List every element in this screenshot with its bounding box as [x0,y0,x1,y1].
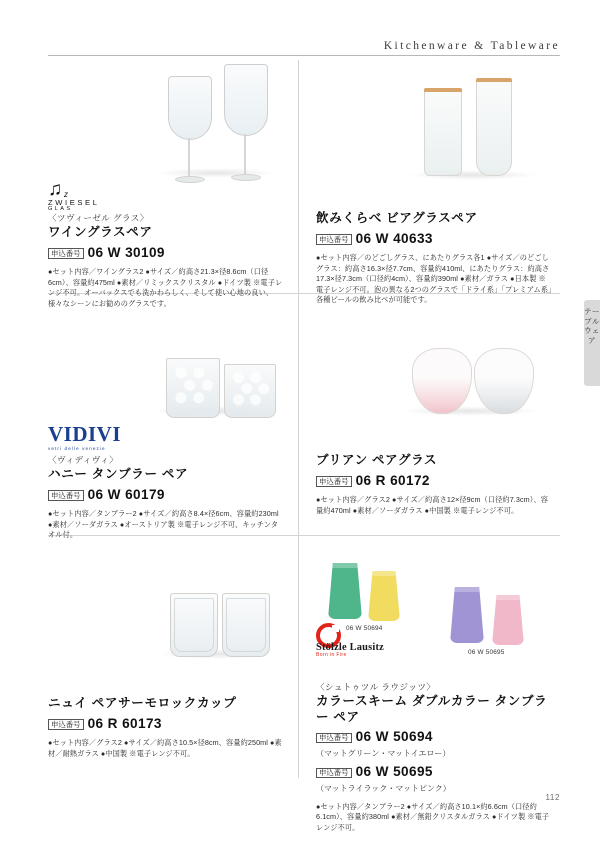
wine-glass-2 [224,64,268,182]
brand-sub: vetri delle venezie [48,446,106,451]
product-photo [316,302,552,424]
brand-name: VIDIVI [48,422,122,446]
code-label: 申込番号 [316,733,352,743]
header-title: Kitchenware & Tableware [383,40,560,52]
product-spec: ●セット内容／グラス2 ●サイズ／約高さ12×径9cm（口径約7.3cm）、容量約470ml ●素材／ソーダガラス ●中国製 ※電子レンジ不可。 [316,494,549,515]
facet-pattern [227,367,273,415]
brand-sub: Born in Fire [316,652,347,658]
product-code-line-2 [316,764,552,794]
product-photo [316,60,552,182]
brand-logo-vidivi [48,424,284,454]
product-photo [316,545,552,673]
product-code: 06 W 50695 [355,764,433,780]
product-code: 06 R 60172 [355,472,430,488]
zwiesel-mark: z [64,190,68,199]
product-code-line [48,245,284,260]
glass-rim [424,88,462,92]
product-spec: ●セット内容／ワイングラス2 ●サイズ／約高さ21.3×径8.6cm（口径6cm）、容量約475ml ●素材／リミックスクリスタル ●ドイツ製 ※電子レンジ不可。オーバックスでも洗かわらしく、そして使い心地の良い、様々なシーンにお勧めのグラスです。 [48,266,283,308]
brand-kana: 〈シュトゥツル ラウジッツ〉 [316,682,436,692]
beer-glass-nodogoshi [424,88,462,176]
product-code-line [316,231,552,246]
thermo-cup-1 [170,593,218,657]
product-spec: ●セット内容／タンブラー2 ●サイズ／約高さ8.4×径6cm、容量約230ml ●素材／ソーダガラス ●オーストリア製 ※電子レンジ不可、キッチンタオル付。 [48,508,279,540]
honey-tumbler-1 [166,358,220,418]
product-name: 飲みくらべ ビアグラスペア [316,211,478,225]
product-code: 06 W 50694 [355,729,433,745]
code-label: 申込番号 [48,490,84,500]
tumbler-matt-lilac [450,587,484,643]
brillant-glass-pink [412,348,472,414]
photo-caption-50694: 06 W 50694 [346,625,383,632]
product-photo [48,60,284,182]
product-card-nuit-thermo-rock-cup [48,545,284,766]
product-photo [48,302,284,424]
product-code-note: （マットライラック・マットピンク） [316,784,451,794]
photo-caption-50695: 06 W 50695 [468,649,505,656]
product-card-color-scheme-tumbler-pair [316,545,552,841]
glass-stem [244,134,246,176]
glass-bowl [224,64,268,136]
tumbler-matt-pink [492,595,524,645]
facet-pattern [169,361,217,415]
wine-glass-1 [168,76,212,182]
tumbler-matt-green [328,563,362,619]
code-label: 申込番号 [316,476,352,486]
code-label: 申込番号 [48,719,84,729]
glass-bowl [168,76,212,140]
music-note-icon: ♫ [48,179,63,200]
honey-tumbler-2 [224,364,276,418]
header-rule [48,55,560,56]
product-photo [48,545,284,667]
product-name: ワイングラスペア [48,225,153,239]
product-code-line [48,487,284,502]
side-tab-tableware[interactable] [584,300,600,386]
brand-spacer [316,184,552,210]
code-label: 申込番号 [316,768,352,778]
product-card-beer-glass-pair [316,60,552,313]
page-header [48,34,560,56]
beer-glass-niatari [476,78,512,176]
glass-rim [476,78,512,82]
product-spec: ●セット内容／のどごしグラス、にあたりグラス各1 ●サイズ／のどごしグラス：約高さ16.3×径7.7cm、容量約410ml、にあたりグラス：約高さ17.3×径7.3cm（口径約4cm）、容量約390ml ●素材／ガラス ●日本製 ※電子レンジ不可。泡の異なる2つのグラスで「ドライ系」「プレミアム系」各種ビールの飲み比べが可能です。 [316,252,552,305]
side-tab-label: テーブルウェア [584,307,600,345]
brand-kana: 〈ヴィディヴィ〉 [48,455,119,465]
product-name: カラースキーム ダブルカラー タンブラー ペア [316,694,548,724]
code-label: 申込番号 [48,248,84,258]
product-code-line [48,716,284,731]
brillant-glass-grey [474,348,534,414]
product-code-line [316,473,552,488]
thermo-cup-2 [222,593,270,657]
product-spec: ●セット内容／タンブラー2 ●サイズ／約高さ10.1×約6.6cm（口径約6.1cm）、容量約380ml ●素材／無鉛クリスタルガラス ●ドイツ製 ※電子レンジ不可。 [316,801,550,832]
product-card-honey-tumbler-pair [48,302,284,548]
product-code: 06 R 60173 [87,715,162,731]
product-card-brillant-pair-glass [316,302,552,523]
brand-logo-zwiesel [48,179,284,212]
page-number: 112 [545,793,560,802]
brand-spacer [316,426,552,452]
product-code: 06 W 40633 [355,230,433,246]
brand-sub: GLAS [48,206,73,212]
brand-spacer [48,669,284,695]
brand-kana: 〈ツヴィーゼル グラス〉 [48,213,149,223]
product-card-wine-glass-pair [48,60,284,316]
product-code: 06 W 60179 [87,486,165,502]
product-code-line-1 [316,729,552,759]
product-name: ニュイ ペアサーモロックカップ [48,696,237,710]
product-name: ブリアン ペアグラス [316,453,438,467]
product-spec: ●セット内容／グラス2 ●サイズ／約高さ10.5×径8cm、容量約250ml ●素材／耐熱ガラス ●中国製 ※電子レンジ不可。 [48,737,282,758]
glass-stem [188,138,190,178]
column-divider [298,60,299,778]
brand-name: ZWIESEL [48,198,100,207]
product-code-note: （マットグリーン・マットイエロー） [316,749,451,759]
brand-logo-stoelzle [316,623,426,657]
tumbler-matt-yellow [368,571,400,621]
brand-name: Stölzle Lausitz [316,642,384,653]
code-label: 申込番号 [316,234,352,244]
product-name: ハニー タンブラー ペア [48,467,189,481]
glass-foot [231,174,261,181]
product-code: 06 W 30109 [87,244,165,260]
